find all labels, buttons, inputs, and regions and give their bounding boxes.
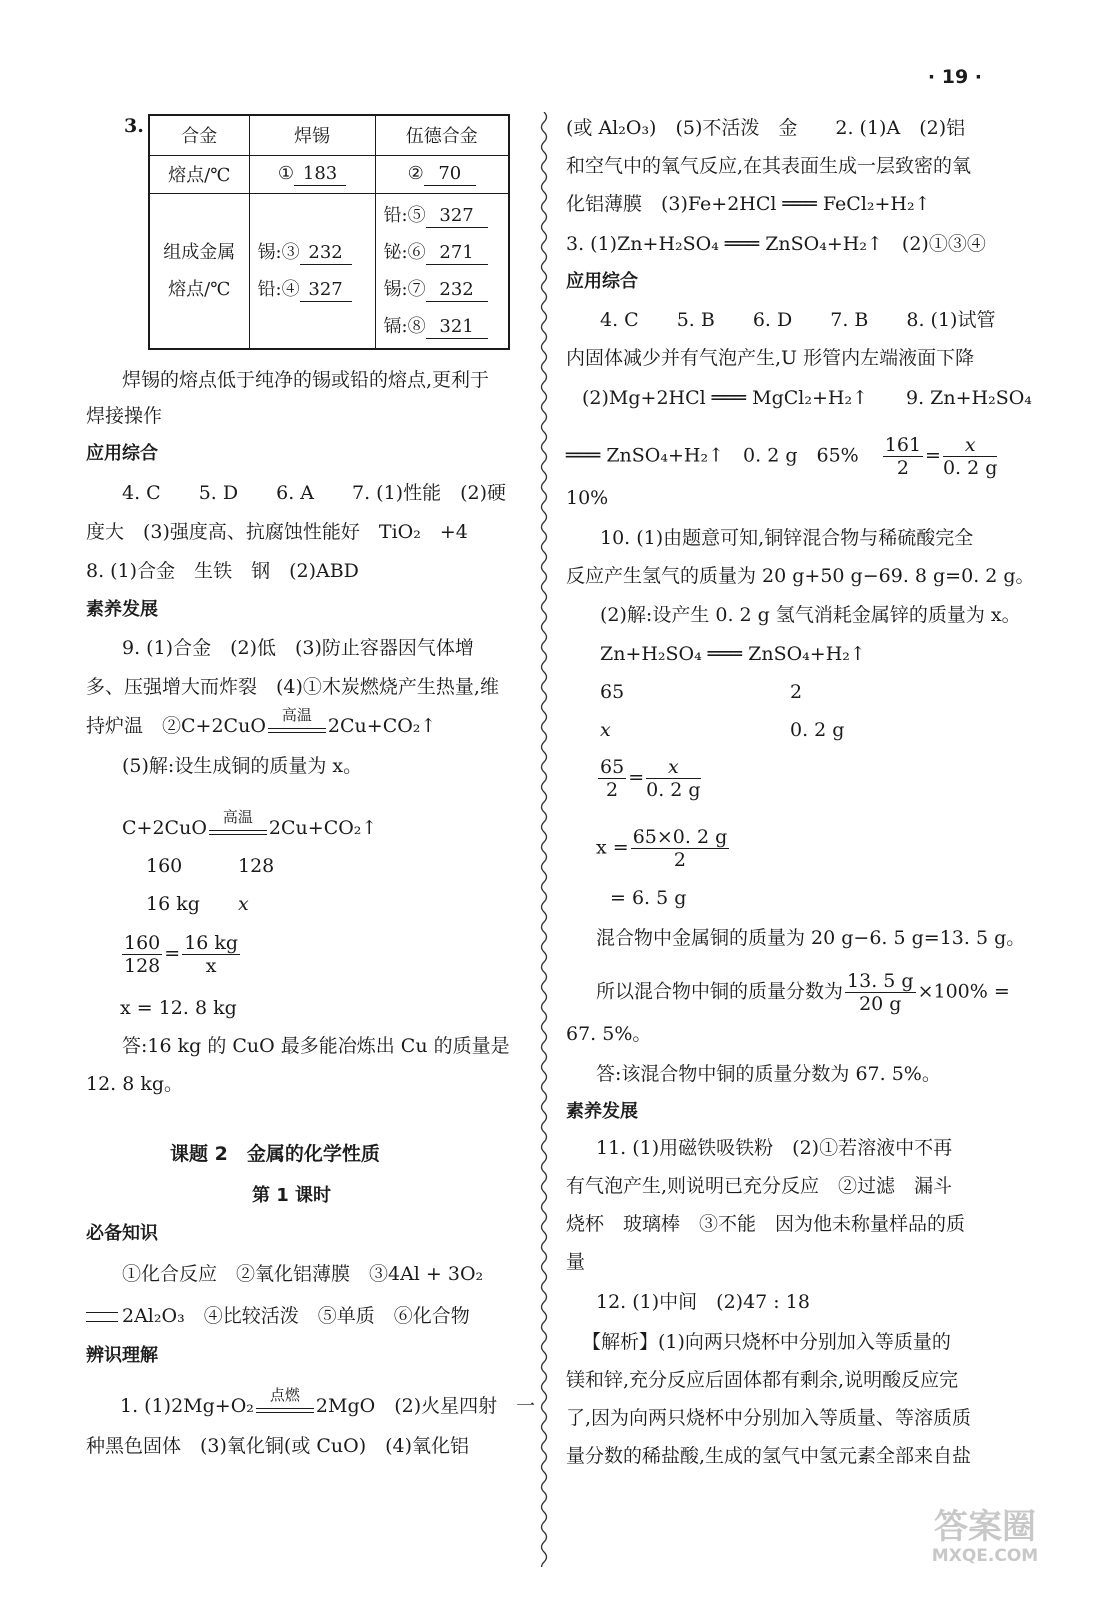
answer-line: 12. (1)中间 (2)47 : 18 — [596, 1291, 810, 1313]
equation-text: 2Al₂O₃ ④比较活泼 ⑤单质 ⑥化合物 — [122, 1305, 470, 1327]
component-label: 铅:⑤ — [383, 204, 426, 226]
fraction — [182, 932, 240, 977]
answer-line: 答:该混合物中铜的质量分数为 67. 5%。 — [596, 1063, 941, 1085]
answer-line: 4. C 5. D 6. A 7. (1)性能 (2)硬 — [122, 482, 506, 504]
reaction-arrow — [254, 1386, 316, 1421]
answer-line: 【解析】(1)向两只烧杯中分别加入等质量的 — [582, 1331, 951, 1353]
fraction-numerator: 13. 5 g — [847, 970, 914, 992]
component-item — [384, 197, 501, 234]
watermark-url: MXQE.COM — [931, 1546, 1039, 1566]
reaction-arrow — [266, 706, 328, 741]
column-divider — [538, 112, 550, 1567]
given-mass: 0. 2 g — [790, 719, 845, 741]
answer-line: 量分数的稀盐酸,生成的氢气中氢元素全部来自盐 — [566, 1445, 972, 1467]
fraction-denominator: 2 — [673, 849, 687, 871]
equals-sign: = — [628, 766, 645, 789]
fraction-denominator: 128 — [124, 955, 161, 977]
table-header-solder: 焊锡 — [249, 115, 375, 155]
answer-line: 量 — [566, 1251, 586, 1273]
fraction-numerator: x — [646, 756, 700, 779]
equation-text: C+2CuO — [122, 817, 207, 839]
table-header-alloy: 合金 — [149, 115, 249, 155]
arrow-bar — [268, 732, 326, 733]
arrow-bar — [256, 1408, 314, 1409]
answer-line: 镁和锌,充分反应后固体都有剩余,说明酸反应完 — [566, 1369, 959, 1391]
answer-line: 度大 (3)强度高、抗腐蚀性能好 TiO₂ +4 — [86, 521, 468, 543]
answer-line: 内固体减少并有气泡产生,U 形管内左端液面下降 — [566, 347, 975, 369]
watermark-text: 答案圈 — [934, 1507, 1036, 1547]
answer-line: 12. 8 kg。 — [86, 1073, 184, 1095]
table-cell-wood-melting-point — [375, 155, 509, 193]
unknown-mass: x — [238, 893, 249, 915]
answer-line: 烧杯 玻璃棒 ③不能 因为他未称量样品的质 — [566, 1213, 966, 1235]
answer-line: 67. 5%。 — [566, 1023, 652, 1045]
q3-note-line: 焊接操作 — [86, 405, 163, 427]
answer-blank: 271 — [426, 242, 488, 265]
component-label: 锡:③ — [257, 241, 300, 263]
component-item — [384, 234, 501, 271]
answer-blank: 232 — [426, 279, 488, 302]
fraction-numerator: 65 — [600, 756, 625, 778]
molar-mass: 65 — [600, 681, 625, 703]
equation-text: ×100% = — [917, 980, 1010, 1003]
table-row-melting-point-label: 熔点/℃ — [149, 155, 249, 193]
answer-line: 10% — [566, 487, 609, 509]
answer-line: 种黑色固体 (3)氧化铜(或 CuO) (4)氧化铝 — [86, 1435, 470, 1457]
unknown-mass: x — [600, 719, 611, 741]
label-line: 熔点/℃ — [168, 278, 231, 300]
fraction-denominator: x — [205, 955, 217, 977]
q3-note-line: 焊锡的熔点低于纯净的锡或铅的熔点,更利于 — [122, 369, 490, 391]
equals-sign: = — [925, 444, 941, 467]
table-cell-wood-components — [375, 193, 509, 349]
answer-line: 11. (1)用磁铁吸铁粉 (2)①若溶液中不再 — [596, 1137, 953, 1159]
answer-line: 答:16 kg 的 CuO 最多能冶炼出 Cu 的质量是 — [122, 1035, 510, 1057]
equation-line — [122, 808, 378, 843]
equation-text: 持炉温 ②C+2CuO — [86, 715, 266, 737]
answer-line — [86, 1302, 470, 1330]
answer-blank: 327 — [426, 205, 488, 228]
table-cell-solder-components — [249, 193, 375, 349]
reaction-condition: 高温 — [222, 808, 253, 826]
answer-blank: 232 — [300, 242, 352, 265]
answer-line: 9. (1)合金 (2)低 (3)防止容器因气体增 — [122, 637, 474, 659]
equation-line: Zn+H₂SO₄ ═══ ZnSO₄+H₂↑ — [600, 643, 866, 665]
fraction — [883, 434, 923, 479]
equation-text: ═══ ZnSO₄+H₂↑ 0. 2 g 65% — [566, 444, 859, 467]
fraction-numerator: 16 kg — [184, 932, 239, 954]
reaction-condition: 高温 — [281, 706, 312, 724]
fraction — [943, 434, 997, 479]
fraction-numerator: 160 — [124, 932, 161, 954]
fraction-numerator: 65×0. 2 g — [632, 826, 728, 848]
answer-line: 和空气中的氧气反应,在其表面生成一层致密的氧 — [566, 155, 972, 177]
component-label: 镉:⑧ — [383, 315, 426, 337]
equation-text: 1. (1)2Mg+O₂ — [120, 1395, 254, 1417]
answer-line: 混合物中金属铜的质量为 20 g−6. 5 g=13. 5 g。 — [596, 927, 1026, 949]
fraction — [631, 826, 730, 871]
table-header-wood-alloy: 伍德合金 — [375, 115, 509, 155]
result-line: x = 12. 8 kg — [120, 997, 237, 1019]
page-number: · 19 · — [927, 66, 982, 88]
fraction-denominator: 20 g — [859, 993, 902, 1015]
answer-line: 10. (1)由题意可知,铜锌混合物与稀硫酸完全 — [600, 527, 974, 549]
molar-mass: 128 — [238, 855, 275, 877]
alloy-melting-point-table — [148, 114, 510, 350]
answer-blank: 321 — [426, 316, 488, 339]
table-row-component-label — [149, 193, 249, 349]
blank-marker: ② — [407, 162, 424, 184]
equation-text: 2Cu+CO₂↑ — [327, 715, 437, 737]
section-heading-identification: 辨识理解 — [86, 1345, 158, 1366]
component-label: 铋:⑥ — [383, 241, 426, 263]
label-line: 组成金属 — [163, 241, 236, 263]
given-mass: 16 kg — [146, 893, 200, 915]
component-item — [258, 271, 367, 308]
lesson-subtitle: 第 1 课时 — [252, 1185, 332, 1206]
answer-line: 有气泡产生,则说明已充分反应 ②过滤 漏斗 — [566, 1175, 953, 1197]
arrow-bar — [268, 728, 326, 729]
watermark-logo — [930, 1508, 1040, 1568]
equation-text: 2MgO (2)火星四射 一 — [315, 1395, 536, 1417]
proportion-line — [596, 756, 703, 801]
section-heading-development: 素养发展 — [86, 599, 158, 620]
answer-line: (5)解:设生成铜的质量为 x。 — [122, 755, 363, 777]
equation-text: 2Cu+CO₂↑ — [268, 817, 378, 839]
equals-sign: = — [164, 942, 181, 965]
reaction-condition: 点燃 — [269, 1386, 300, 1404]
answer-line: 3. (1)Zn+H₂SO₄ ═══ ZnSO₄+H₂↑ (2)①③④ — [566, 233, 986, 255]
answer-line: 化铝薄膜 (3)Fe+2HCl ═══ FeCl₂+H₂↑ — [566, 193, 931, 215]
equation-text: x = — [596, 836, 629, 859]
answer-line: 多、压强增大而炸裂 (4)①木炭燃烧产生热量,维 — [86, 676, 499, 698]
section-heading-application: 应用综合 — [566, 271, 638, 292]
arrow-bar — [209, 834, 267, 835]
answer-line: 8. (1)合金 生铁 钢 (2)ABD — [86, 560, 359, 582]
molar-mass: 160 — [146, 855, 183, 877]
component-item — [384, 308, 501, 345]
fraction-denominator: 0. 2 g — [942, 457, 998, 479]
component-label: 锡:⑦ — [383, 278, 426, 300]
answer-blank: 183 — [294, 163, 346, 186]
answer-line: 了,因为向两只烧杯中分别加入等质量、等溶质质 — [566, 1407, 972, 1429]
blank-marker: ① — [277, 162, 295, 184]
component-item — [384, 271, 501, 308]
equals-bar — [86, 1312, 118, 1322]
fraction — [646, 756, 700, 801]
section-heading-essential: 必备知识 — [86, 1223, 158, 1244]
answer-line: (或 Al₂O₃) (5)不活泼 金 2. (1)A (2)铝 — [566, 117, 966, 139]
molar-mass: 2 — [790, 681, 803, 703]
fraction — [845, 970, 916, 1015]
fraction-numerator: x — [943, 434, 997, 457]
proportion-line — [120, 932, 242, 977]
fraction — [598, 756, 626, 801]
answer-line: 反应产生氢气的质量为 20 g+50 g−69. 8 g=0. 2 g。 — [566, 565, 1035, 587]
equation-line — [86, 706, 437, 741]
answer-line: 4. C 5. B 6. D 7. B 8. (1)试管 — [600, 309, 996, 331]
answer-blank: 327 — [300, 279, 352, 302]
answer-line: (2)Mg+2HCl ═══ MgCl₂+H₂↑ 9. Zn+H₂SO₄ — [582, 387, 1032, 409]
component-item — [258, 234, 367, 271]
fraction-denominator: 2 — [606, 779, 619, 801]
result-line: = 6. 5 g — [610, 887, 687, 909]
component-label: 铅:④ — [257, 278, 300, 300]
table-cell-solder-melting-point — [249, 155, 375, 193]
calculation-line — [596, 826, 731, 871]
answer-line: (2)解:设产生 0. 2 g 氢气消耗金属锌的质量为 x。 — [600, 604, 1021, 626]
arrow-bar — [209, 830, 267, 831]
fraction-denominator: 2 — [896, 457, 909, 479]
section-heading-development: 素养发展 — [566, 1101, 638, 1122]
fraction — [122, 932, 162, 977]
answer-line: ①化合反应 ②氧化铝薄膜 ③4Al + 3O₂ — [122, 1263, 484, 1285]
fraction-numerator: 161 — [884, 434, 922, 456]
lesson-title: 课题 2 金属的化学性质 — [170, 1143, 380, 1165]
reaction-arrow — [207, 808, 269, 843]
section-heading-application: 应用综合 — [86, 443, 158, 464]
calculation-line — [596, 970, 1010, 1015]
fraction-denominator: 0. 2 g — [646, 779, 701, 801]
question-3-number: 3. — [124, 115, 144, 137]
equation-line — [120, 1386, 536, 1421]
equation-text: 所以混合物中铜的质量分数为 — [596, 980, 844, 1003]
arrow-bar — [256, 1412, 314, 1413]
answer-blank: 70 — [424, 163, 476, 186]
answer-line — [566, 434, 999, 479]
